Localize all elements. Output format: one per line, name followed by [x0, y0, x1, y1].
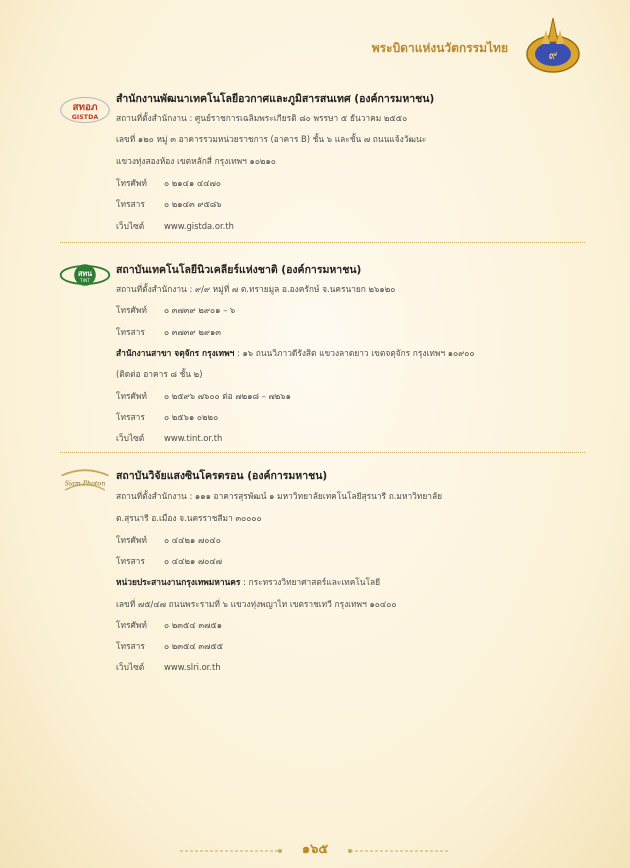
svg-text:TINT: TINT: [79, 279, 91, 285]
fax-label: โทรสาร: [116, 641, 145, 651]
address-line: เลขที่ ๗๕/๔๗ ถนนพระรามที่ ๖ แขวงทุ่งพญาไท เขตราชเทวี กรุงเทพฯ ๑๐๔๐๐: [116, 599, 397, 609]
website-label: เว็บไซต์: [116, 221, 145, 231]
tint-logo-icon: [56, 257, 114, 293]
svg-text:GISTDA: GISTDA: [71, 114, 99, 121]
org-title: สถาบันวิจัยแสงซินโครตรอน (องค์การมหาชน): [116, 470, 328, 482]
fax-value: ๐ ๒๕๖๑ ๐๒๒๐: [164, 412, 219, 422]
website-label: เว็บไซต์: [116, 662, 145, 672]
fax-label: โทรสาร: [116, 327, 145, 337]
org-title: สำนักงานพัฒนาเทคโนโลยีอวกาศและภูมิสารสนเทศ (องค์การมหาชน): [116, 93, 435, 105]
fax-label: โทรสาร: [116, 556, 145, 566]
header-title: พระบิดาแห่งนวัตกรรมไทย: [371, 41, 508, 55]
phone-value: ๐ ๔๔๒๑ ๗๐๔๐: [164, 535, 221, 545]
svg-text:๙: ๙: [548, 48, 558, 62]
phone-value: ๐ ๓๗๓๙ ๒๙๐๑ – ๖: [164, 305, 236, 315]
fax-value: ๐ ๔๔๒๑ ๗๐๔๗: [164, 556, 222, 566]
phone-row: [116, 389, 291, 403]
address-line: สถานที่ตั้งสำนักงาน : ๙/๙ หมู่ที่ ๗ ต.ทรายมูล อ.องครักษ์ จ.นครนายก ๒๖๑๒๐: [116, 284, 396, 294]
svg-text:สทอภ: สทอภ: [72, 102, 98, 113]
svg-text:สทน: สทน: [77, 268, 93, 278]
phone-label: โทรศัพท์: [116, 620, 147, 630]
siam-photon-logo-icon: [56, 463, 114, 499]
address-line: แขวงทุ่งสองห้อง เขตหลักสี่ กรุงเทพฯ ๑๐๒๑๐: [116, 156, 276, 166]
branch-title: หน่วยประสานงานกรุงเทพมหานคร: [116, 577, 241, 587]
website-row: [116, 431, 222, 445]
branch-row: [116, 575, 380, 589]
phone-row: [116, 176, 221, 190]
section-divider: [60, 242, 585, 243]
fax-row: [116, 410, 218, 424]
website-row: [116, 219, 234, 233]
fax-label: โทรสาร: [116, 412, 145, 422]
fax-row: [116, 197, 222, 211]
phone-value: ๐ ๒๑๔๑ ๔๔๗๐: [164, 178, 222, 188]
website-link[interactable]: www.gistda.or.th: [164, 221, 234, 231]
branch-address: : ๑๖ ถนนวิภาวดีรังสิต แขวงลาดยาว เขตจตุจักร กรุงเทพฯ ๑๐๙๐๐: [236, 348, 475, 358]
phone-value: ๐ ๒๓๕๔ ๓๗๕๑: [164, 620, 223, 630]
address-line: (ติดต่อ อาคาร ๘ ชั้น ๒): [116, 369, 203, 379]
website-link[interactable]: www.slri.or.th: [164, 662, 221, 672]
address-line: เลขที่ ๑๒๐ หมู่ ๓ อาคารรวมหน่วยราชการ (อาคาร B) ชั้น ๖ และชั้น ๗ ถนนแจ้งวัฒนะ: [116, 134, 427, 144]
org-title: สถาบันเทคโนโลยีนิวเคลียร์แห่งชาติ (องค์การมหาชน): [116, 264, 362, 276]
website-link[interactable]: www.tint.or.th: [164, 433, 223, 443]
phone-row: [116, 303, 235, 317]
fax-value: ๐ ๒๑๔๓ ๙๕๘๖: [164, 199, 222, 209]
svg-text:Siam Photon: Siam Photon: [64, 480, 106, 488]
phone-row: [116, 618, 222, 632]
phone-label: โทรศัพท์: [116, 391, 147, 401]
address-line: ต.สุรนารี อ.เมือง จ.นครราชสีมา ๓๐๐๐๐: [116, 513, 262, 523]
fax-label: โทรสาร: [116, 199, 145, 209]
fax-row: [116, 325, 221, 339]
address-line: สถานที่ตั้งสำนักงาน : ศูนย์ราชการเฉลิมพระเกียรติ ๘๐ พรรษา ๕ ธันวาคม ๒๕๕๐: [116, 113, 408, 123]
address-line: สถานที่ตั้งสำนักงาน : ๑๑๑ อาคารสุรพัฒน์ ๑ มหาวิทยาลัยเทคโนโลยีสุรนารี ถ.มหาวิทยาลัย: [116, 491, 443, 501]
section-divider: [60, 452, 585, 453]
fax-row: [116, 639, 223, 653]
website-label: เว็บไซต์: [116, 433, 145, 443]
page-number: ๑๖๕: [301, 842, 329, 857]
phone-row: [116, 533, 221, 547]
phone-label: โทรศัพท์: [116, 178, 147, 188]
website-row: [116, 660, 221, 674]
royal-emblem-icon: [520, 14, 586, 76]
fax-value: ๐ ๒๓๕๔ ๓๗๕๕: [164, 641, 224, 651]
gistda-logo-icon: [56, 92, 114, 128]
phone-value: ๐ ๒๕๙๖ ๗๖๐๐ ต่อ ๗๒๑๘ – ๗๒๖๑: [164, 391, 291, 401]
branch-row: [116, 346, 475, 360]
branch-title: สำนักงานสาขา จตุจักร กรุงเทพฯ: [116, 348, 235, 358]
branch-address: : กระทรวงวิทยาศาสตร์และเทคโนโลยี: [243, 577, 381, 587]
phone-label: โทรศัพท์: [116, 535, 147, 545]
fax-value: ๐ ๓๗๓๙ ๒๙๑๓: [164, 327, 222, 337]
fax-row: [116, 554, 222, 568]
phone-label: โทรศัพท์: [116, 305, 147, 315]
